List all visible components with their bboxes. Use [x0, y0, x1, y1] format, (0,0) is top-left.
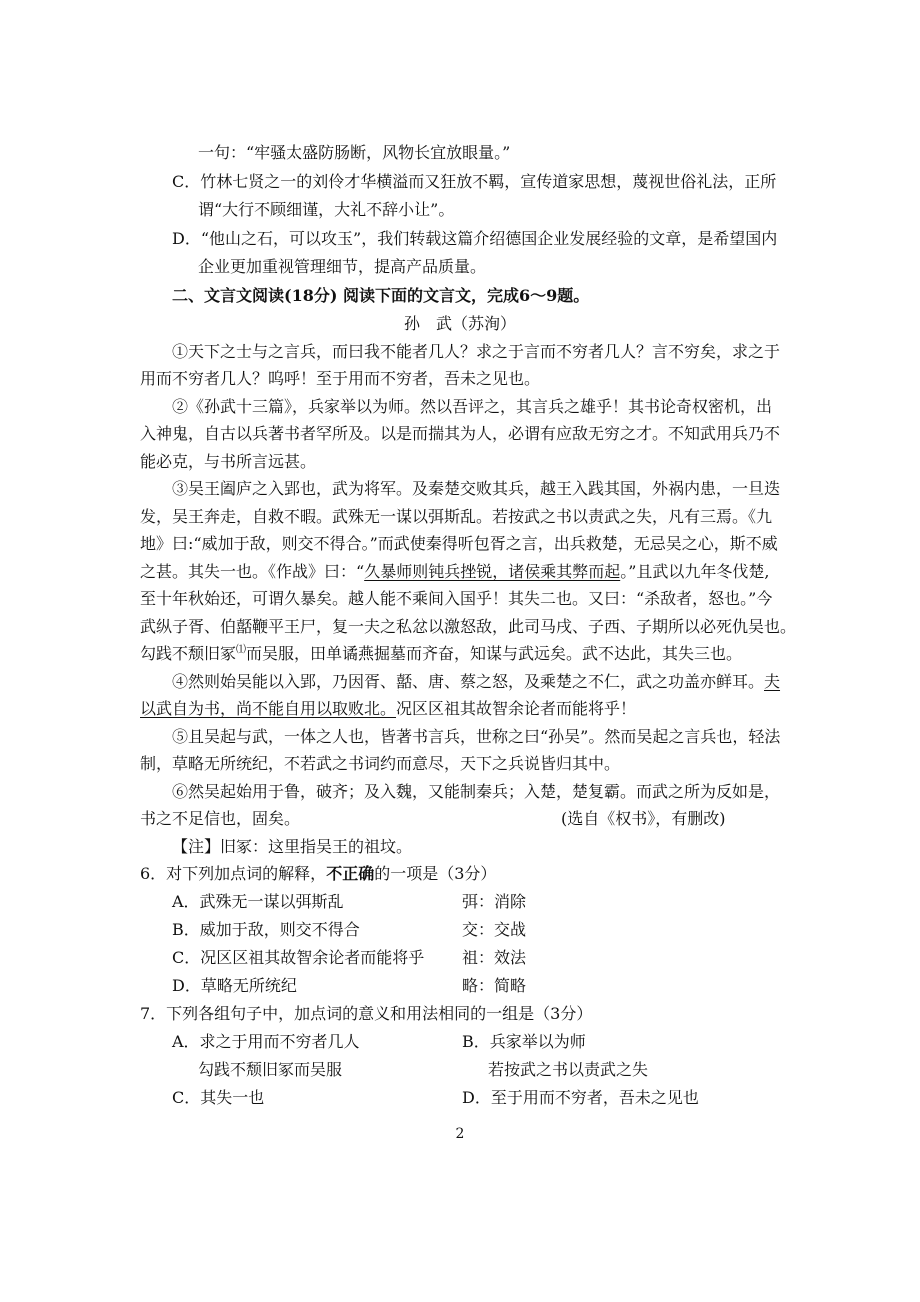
underlined-sentence-2-start: 夫 [764, 672, 781, 691]
question-6-emphasis: 不正确 [326, 864, 375, 883]
annotation-note: 【注】旧冢：这里指吴王的祖坟。 [172, 837, 413, 856]
paragraph-4-line2-text: 况区区祖其故智余论者而能将乎！ [396, 699, 637, 718]
question-7-option-b-line1: B．兵家举以为师 [462, 1032, 586, 1051]
paragraph-4-line1-text: ④然则始吴能以入郢，乃因胥、嚭、唐、蔡之怒，及乘楚之不仁，武之功盖亦鲜耳。 [172, 672, 765, 691]
question-6-option-b-gloss: 交：交战 [462, 920, 527, 939]
paragraph-1-line1: ①天下之士与之言兵，而曰我不能者几人？求之于言而不穷者几人？言不穷矣，求之于 [172, 342, 781, 361]
page-number: 2 [455, 1126, 465, 1142]
question-7-option-d-line1: D．至于用而不穷者，吾未之见也 [462, 1088, 699, 1107]
paragraph-3-line3: 地》曰:“威加于敌，则交不得合。”而武使秦得听包胥之言，出兵救楚，无忌吴之心，斯不威 [140, 534, 778, 553]
option-b-tail: 一句：“牢骚太盛防肠断，风物长宜放眼量。” [198, 143, 511, 162]
paragraph-2-line1: ②《孙武十三篇》，兵家举以为师。然以吾评之，其言兵之雄乎！其书论奇权密机，出 [172, 397, 773, 416]
paragraph-3-line4 [140, 562, 769, 582]
option-d-line1: D．“他山之石，可以攻玉”，我们转载这篇介绍德国企业发展经验的文章，是希望国内 [172, 229, 778, 248]
paragraph-2-line2: 入神鬼，自古以兵著书者罕所及。以是而揣其为人，必谓有应敌无穷之才。不知武用兵乃不 [140, 424, 781, 443]
question-6-stem [140, 864, 496, 884]
question-6-stem-a: 6．对下列加点词的解释， [140, 864, 327, 883]
question-6-option-b: B．威加于敌，则交不得合 [172, 920, 360, 939]
paragraph-1-line2: 用而不穷者几人？呜呼！至于用而不穷者，吾未之见也。 [140, 369, 541, 388]
footnote-marker: ⑴ [236, 644, 247, 656]
passage-title: 孙 武（苏洵） [403, 314, 516, 333]
paragraph-4-line1 [172, 672, 780, 692]
paragraph-2-line3: 能必克，与书所言远甚。 [140, 452, 317, 471]
question-6-option-a-gloss: 弭：消除 [462, 892, 527, 911]
question-6-option-c: C．况区区祖其故智余论者而能将乎 [172, 948, 425, 967]
question-6-option-d-gloss: 略：简略 [462, 976, 527, 995]
question-7-option-b-line2: 若按武之书以责武之失 [488, 1060, 649, 1079]
source-citation: (选自《权书》，有删改) [561, 809, 726, 828]
option-d-line2: 企业更加重视管理细节，提高产品质量。 [198, 257, 487, 276]
paragraph-5-line1: ⑤且吴起与武，一体之人也，皆著书言兵，世称之曰“孙吴”。然而吴起之言兵也，轻法 [172, 727, 781, 746]
question-6-option-d: D．草略无所统纪 [172, 976, 297, 995]
question-6-stem-c: 的一项是（3分） [374, 864, 497, 883]
question-7-option-a-line1: A．求之于用而不穷者几人 [172, 1032, 360, 1051]
paragraph-3-line2: 发，吴王奔走，自救不暇。武殊无一谋以弭斯乱。若按武之书以责武之失，凡有三焉。《九 [140, 507, 773, 526]
question-7-option-a-line2: 勾践不颓旧冢而吴服 [198, 1060, 343, 1079]
paragraph-3-line7-text-a: 勾践不颓旧冢 [140, 644, 237, 663]
paragraph-3-line7 [140, 644, 742, 664]
paragraph-3-line4-text-b: 。”且武以九年冬伐楚, [620, 562, 770, 581]
paragraph-5-line2: 制，草略无所统纪，不若武之书词约而意尽，天下之兵说皆归其中。 [140, 754, 621, 773]
question-6-option-c-gloss: 祖：效法 [462, 948, 527, 967]
paragraph-6-line1: ⑥然吴起始用于鲁，破齐；及入魏，又能制秦兵；入楚，楚复霸。而武之所为反如是， [172, 782, 781, 801]
paragraph-3-line7-text-b: 而吴服，田单谲燕掘墓而齐奋，知谋与武远矣。武不达此，其失三也。 [246, 644, 743, 663]
underlined-sentence-1: 久暴师则钝兵挫锐，诸侯乘其弊而起 [364, 562, 621, 581]
paragraph-3-line1: ③吴王阖庐之入郢也，武为将军。及秦楚交败其兵，越王入践其国，外祸内患，一旦迭 [172, 479, 781, 498]
option-c-line2: 谓“大行不顾细谨，大礼不辞小让”。 [198, 200, 455, 219]
paragraph-3-line4-text-a: 之甚。其失一也。《作战》曰：“ [140, 562, 365, 581]
paragraph-3-line6: 武纵子胥、伯嚭鞭平王尸，复一夫之私忿以激怒敌，此司马戌、子西、子期所以必死仇吴也。 [140, 617, 797, 636]
question-7-stem: 7．下列各组句子中，加点词的意义和用法相同的一组是（3分） [140, 1004, 593, 1023]
underlined-sentence-2-end: 以武自为书，尚不能自用以取败北。 [140, 699, 397, 718]
option-c-line1: C．竹林七贤之一的刘伶才华横溢而又狂放不羁，宣传道家思想，蔑视世俗礼法，正所 [172, 172, 777, 191]
question-7-option-c-line1: C．其失一也 [172, 1088, 265, 1107]
paragraph-6-line2: 书之不足信也，固矣。 [140, 809, 301, 828]
paragraph-4-line2 [140, 699, 636, 719]
section-heading: 二、文言文阅读(18分) 阅读下面的文言文，完成6～9题。 [172, 286, 590, 305]
paragraph-3-line5: 至十年秋始还，可谓久暴矣。越人能不乘间入国乎！其失二也。又曰：“杀敌者，怒也。”今 [140, 589, 773, 608]
question-6-option-a: A．武殊无一谋以弭斯乱 [172, 892, 344, 911]
